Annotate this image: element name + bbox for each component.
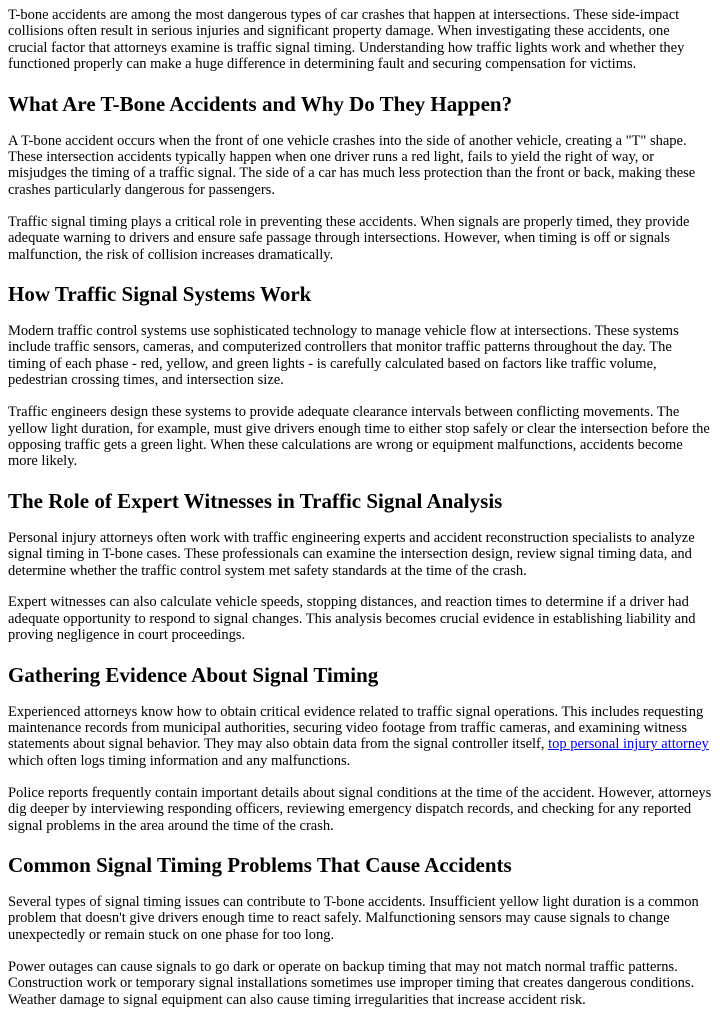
paragraph-text: which often logs timing information and any malfunctions. [8,752,351,769]
paragraph-text: Experienced attorneys know how to obtain critical evidence related to traffic signal operations. This includes requesting maintenance records from municipal authorities, securing video footage from traffic cameras, and examining witness statements about signal behavior. They may also obtain data from the signal controller itself, [8,703,704,753]
paragraph: Expert witnesses can also calculate vehicle speeds, stopping distances, and reaction times to determine if a driver had adequate opportunity to respond to signal changes. This analysis becomes crucial evidence in establishing liability and proving negligence in court proceedings. [8,594,696,644]
paragraph: Police reports frequently contain important details about signal conditions at the time of the accident. However, attorneys dig deeper by interviewing responding officers, reviewing emergency dispatch records, and checking for any reported signal problems in the area around the time of the crash. [8,784,712,834]
paragraph: Traffic engineers design these systems to provide adequate clearance intervals between conflicting movements. The yellow light duration, for example, must give drivers enough time to either stop safely or clear the intersection before the opposing traffic gets a green light. When these calculations are wrong or equipment malfunctions, accidents become more likely. [8,404,710,470]
paragraph: Power outages can cause signals to go dark or operate on backup timing that may not match normal traffic patterns. Construction work or temporary signal installations sometimes use improper timing that creates dangerous conditions. Weather damage to signal equipment can also cause timing irregularities that increase accident risk. [8,958,695,1008]
intro-paragraph: T-bone accidents are among the most dangerous types of car crashes that happen at intersections. These side-impact collisions often result in serious injuries and significant property damage. When investigating these accidents, one crucial factor that attorneys examine is traffic signal timing. Understanding how traffic lights work and whether they functioned properly can make a huge difference in determining fault and securing compensation for victims. [8,7,685,73]
attorney-link[interactable]: top personal injury attorney [548,736,709,753]
section-heading: The Role of Expert Witnesses in Traffic Signal Analysis [8,488,503,513]
paragraph-with-link [8,704,712,770]
paragraph: Traffic signal timing plays a critical role in preventing these accidents. When signals are properly timed, they provide adequate warning to drivers and ensure safe passage through intersections. However, when timing is off or signals malfunction, the risk of collision increases dramatically. [8,213,690,263]
section-heading: How Traffic Signal Systems Work [8,281,312,306]
paragraph: Modern traffic control systems use sophisticated technology to manage vehicle flow at intersections. These systems include traffic sensors, cameras, and computerized controllers that monitor traffic patterns throughout the day. The timing of each phase - red, yellow, and green lights - is carefully calculated based on factors like traffic volume, pedestrian crossing times, and intersection size. [8,322,679,389]
paragraph: Personal injury attorneys often work with traffic engineering experts and accident reconstruction specialists to analyze signal timing in T-bone cases. These professionals can examine the intersection design, review signal timing data, and determine whether the traffic control system met safety standards at the time of the crash. [8,529,695,579]
paragraph: Several types of signal timing issues can contribute to T-bone accidents. Insufficient yellow light duration is a common problem that doesn't give drivers enough time to react safely. Malfunctioning sensors may cause signals to change unexpectedly or remain stuck on one phase for too long. [8,894,699,943]
section-heading: What Are T-Bone Accidents and Why Do They Happen? [8,91,513,116]
section-heading: Common Signal Timing Problems That Cause Accidents [8,853,512,877]
paragraph: A T-bone accident occurs when the front of one vehicle crashes into the side of another vehicle, creating a "T" shape. These intersection accidents typically happen when one driver runs a red light, fails to yield the right of way, or misjudges the timing of a traffic signal. The side of a car has much less protection than the front or back, making these crashes particularly dangerous for passengers. [8,132,696,198]
section-heading: Gathering Evidence About Signal Timing [8,662,379,687]
